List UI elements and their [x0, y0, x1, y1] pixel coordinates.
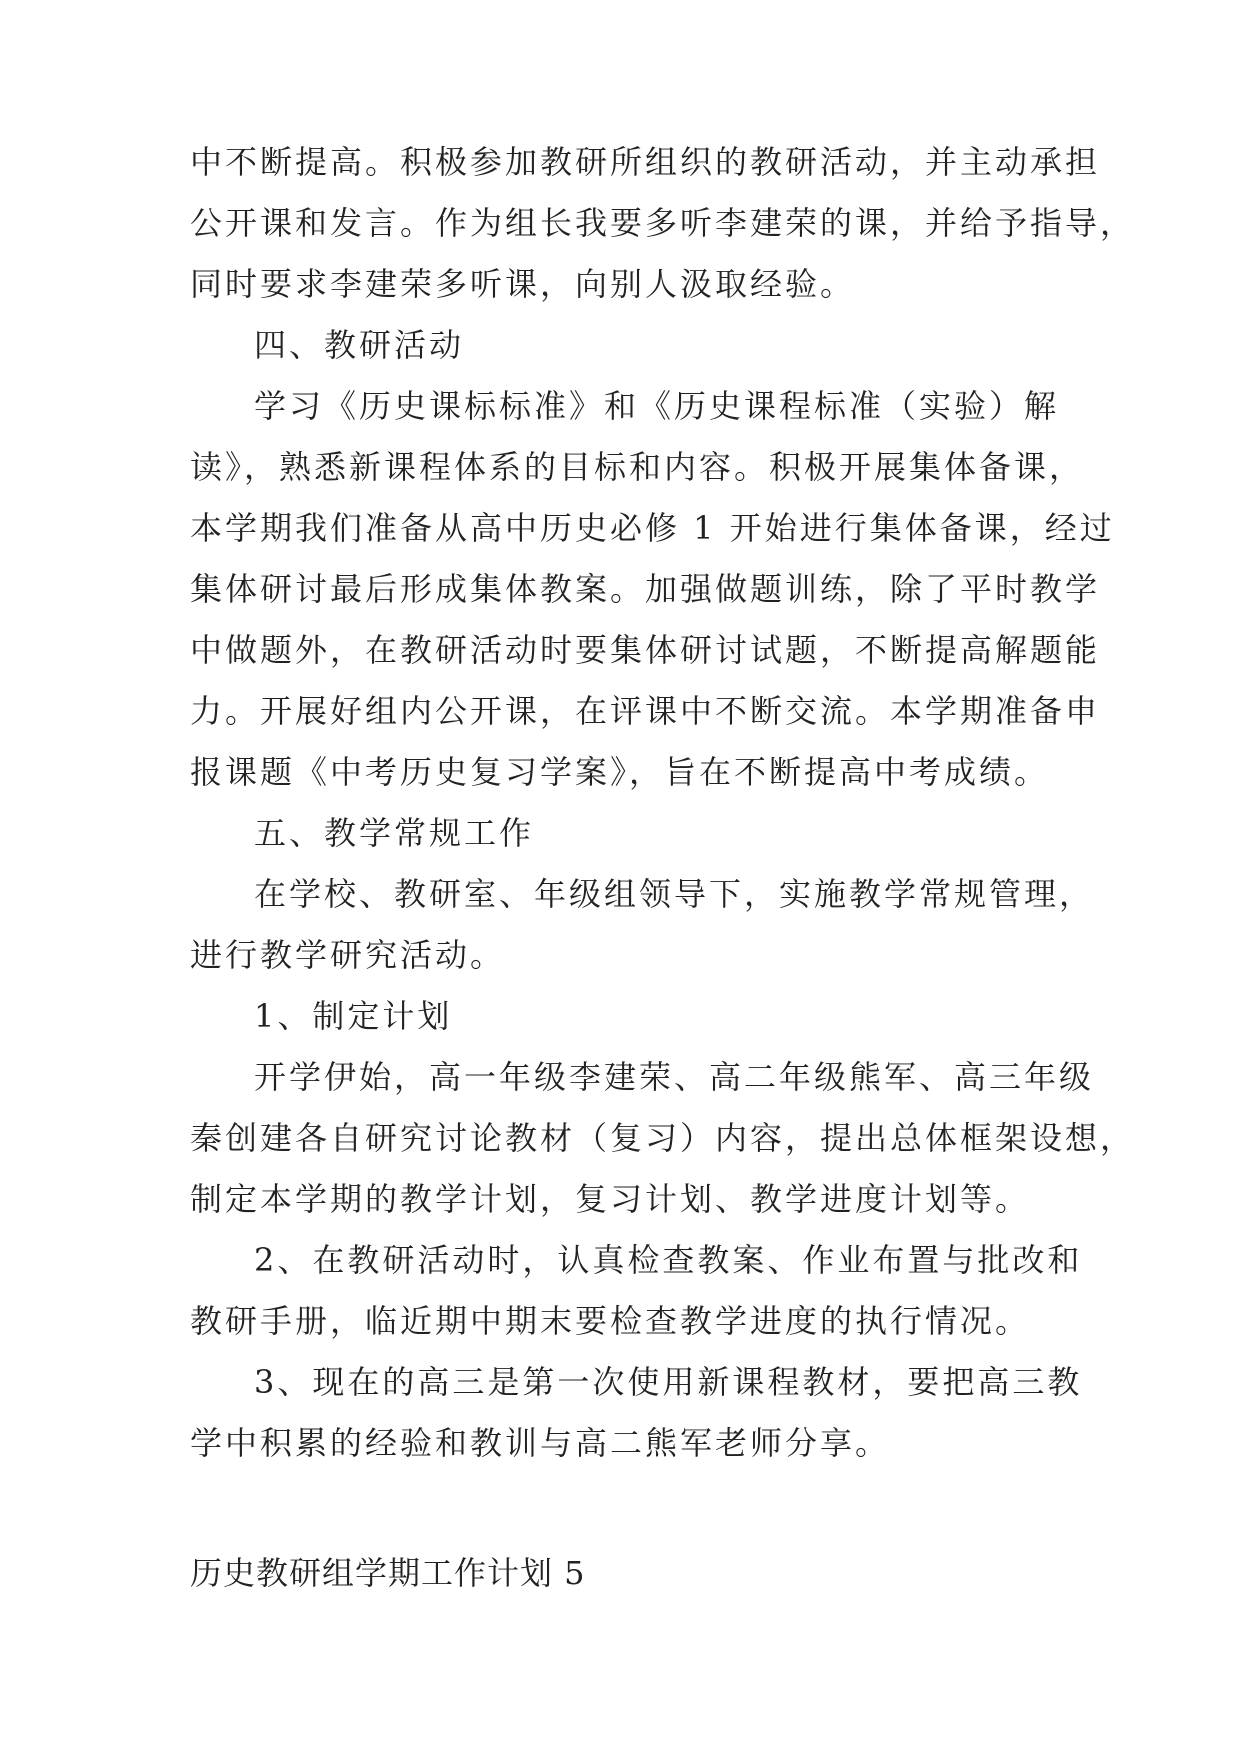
paragraph-line: 教研手册，临近期中期末要检查教学进度的执行情况。 [190, 1302, 1031, 1340]
paragraph-line: 报课题《中考历史复习学案》，旨在不断提高中考成绩。 [190, 753, 1050, 791]
subheading-plan: 1、制定计划 [254, 997, 453, 1035]
paragraph-line: 力。开展好组内公开课，在评课中不断交流。本学期准备申 [190, 692, 1101, 730]
paragraph-line: 2、在教研活动时，认真检查教案、作业布置与批改和 [254, 1241, 1083, 1279]
paragraph-line: 在学校、教研室、年级组领导下，实施教学常规管理， [254, 875, 1095, 913]
paragraph-line: 学习《历史课标标准》和《历史课程标准（实验）解 [254, 387, 1060, 425]
paragraph-line: 同时要求李建荣多听课，向别人汲取经验。 [190, 265, 856, 303]
section-heading-jiaoyan: 四、教研活动 [254, 326, 465, 364]
paragraph-line: 读》，熟悉新课程体系的目标和内容。积极开展集体备课， [190, 448, 1085, 486]
paragraph-line: 3、现在的高三是第一次使用新课程教材，要把高三教 [254, 1363, 1083, 1401]
paragraph-line: 制定本学期的教学计划，复习计划、教学进度计划等。 [190, 1180, 1031, 1218]
paragraph-line: 学中积累的经验和教训与高二熊军老师分享。 [190, 1424, 891, 1462]
next-section-title: 历史教研组学期工作计划 5 [190, 1554, 586, 1592]
paragraph-line: 集体研讨最后形成集体教案。加强做题训练，除了平时教学 [190, 570, 1101, 608]
paragraph-line: 中不断提高。积极参加教研所组织的教研活动，并主动承担 [190, 143, 1101, 181]
section-heading-changgui: 五、教学常规工作 [254, 814, 535, 852]
paragraph-line: 中做题外，在教研活动时要集体研讨试题，不断提高解题能 [190, 631, 1101, 669]
paragraph-line: 秦创建各自研究讨论教材（复习）内容，提出总体框架设想， [190, 1119, 1136, 1157]
paragraph-line: 进行教学研究活动。 [190, 936, 506, 974]
paragraph-line: 公开课和发言。作为组长我要多听李建荣的课，并给予指导， [190, 204, 1136, 242]
paragraph-line: 本学期我们准备从高中历史必修 1 开始进行集体备课，经过 [190, 509, 1115, 547]
paragraph-line: 开学伊始，高一年级李建荣、高二年级熊军、高三年级 [254, 1058, 1095, 1096]
